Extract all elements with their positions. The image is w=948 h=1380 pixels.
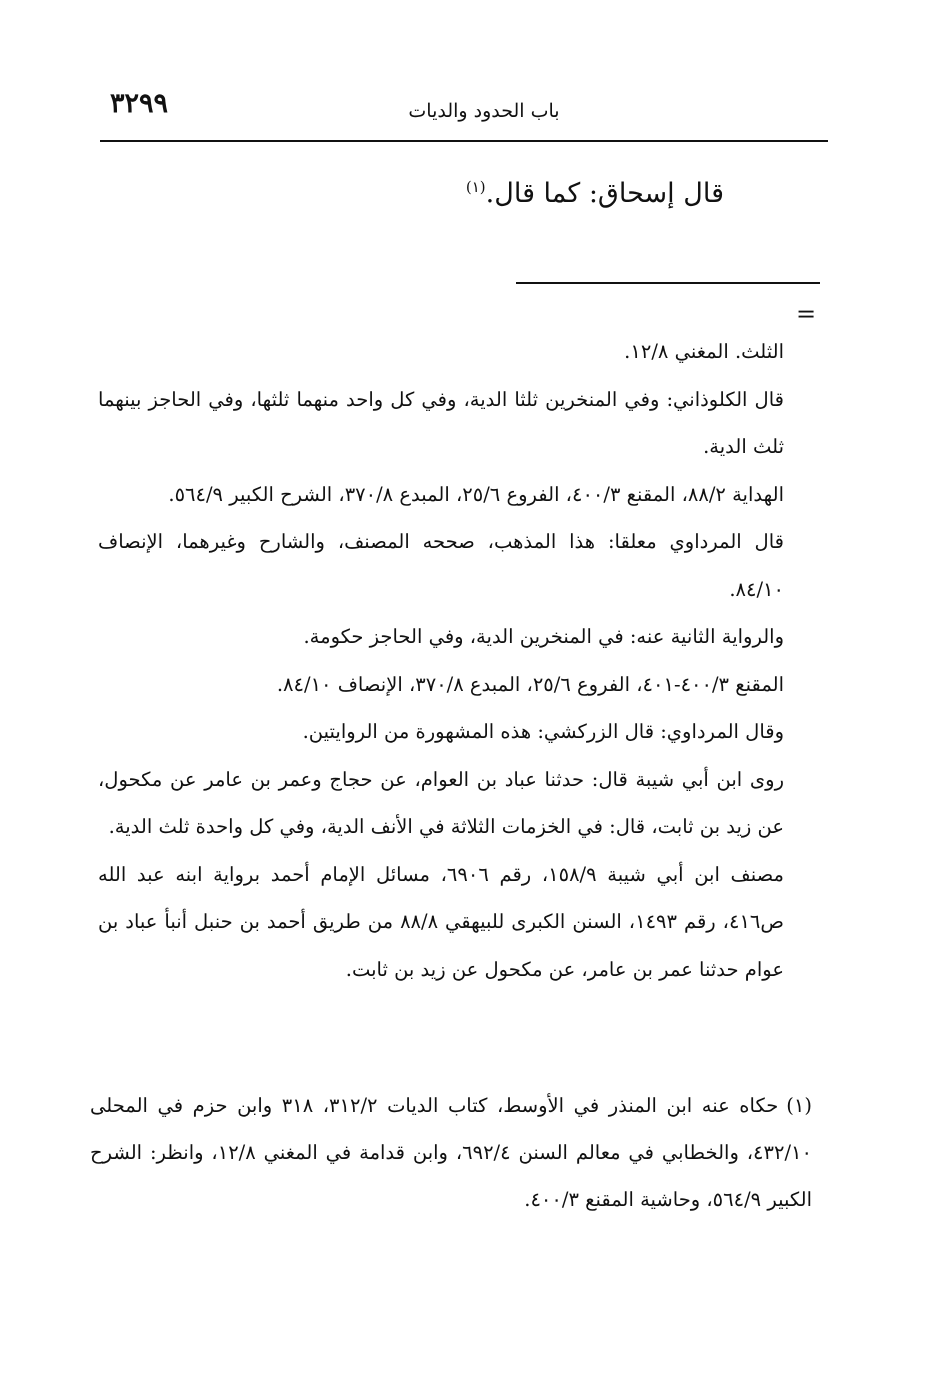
note-paragraph: وقال المرداوي: قال الزركشي: هذه المشهورة من الروايتين.: [302, 720, 784, 743]
footnote-marker: (١): [786, 1094, 812, 1117]
footnote-reference: (١): [465, 178, 486, 196]
main-text: [466, 178, 724, 209]
note-paragraph: روى ابن أبي شيبة قال: حدثنا عباد بن العوام، عن حجاج وعمر بن عامر عن مكحول، عن زيد بن ثابت، قال: في الخزمات الثلاثة في الأنف الدية، وفي كل واحدة ثلث الدية.: [98, 767, 784, 838]
note-paragraph: قال الكلوذاني: وفي المنخرين ثلثا الدية، وفي كل واحد منهما ثلثها، وفي الحاجز بينهما ثلث الدية.: [98, 387, 784, 458]
note-paragraph: مصنف ابن أبي شيبة ١٥٨/٩، رقم ٦٩٠٦، مسائل الإمام أحمد برواية ابنه عبد الله ص٤١٦، رقم ١٤٩٣، السنن الكبرى للبيهقي ٨٨/٨ من طريق أحمد بن حنبل أنبأ عباد بن عوام حدثنا عمر بن عامر، عن مكحول عن زيد بن ثابت.: [98, 862, 784, 981]
footnote-1: [90, 1082, 812, 1223]
header-rule: [100, 140, 828, 142]
note-paragraph: الثلث. المغني ١٢/٨.: [624, 340, 784, 363]
note-paragraph: والرواية الثانية عنه: في المنخرين الدية، وفي الحاجز حكومة.: [303, 625, 784, 648]
note-paragraph: المقنع ٤٠٠/٣-٤٠١، الفروع ٢٥/٦، المبدع ٣٧٠/٨، الإنصاف ٨٤/١٠.: [276, 672, 784, 696]
page-number: ٣٢٩٩: [110, 88, 169, 119]
footnote-separator: [516, 282, 820, 284]
running-title: باب الحدود والديات: [408, 100, 560, 122]
footnote-text: حكاه عنه ابن المنذر في الأوسط، كتاب الديات ٣١٢/٢، ٣١٨ وابن حزم في المحلى ٤٣٢/١٠، والخطابي في معالم السنن ٦٩٢/٤، وابن قدامة في المغني ١٢/٨، وانظر: الشرح الكبير ٥٦٤/٩، وحاشية المقنع ٤٠٠/٣.: [90, 1094, 812, 1211]
continuation-mark: =: [796, 300, 817, 328]
note-paragraph: الهداية ٨٨/٢، المقنع ٤٠٠/٣، الفروع ٢٥/٦، المبدع ٣٧٠/٨، الشرح الكبير ٥٦٤/٩.: [168, 482, 784, 506]
page-header: [100, 86, 828, 136]
main-text-body: قال إسحاق: كما قال.: [485, 178, 724, 209]
note-paragraph: قال المرداوي معلقا: هذا المذهب، صححه المصنف، والشارح وغيرهما، الإنصاف ٨٤/١٠.: [98, 530, 784, 601]
footnote-continuation: [98, 328, 784, 993]
